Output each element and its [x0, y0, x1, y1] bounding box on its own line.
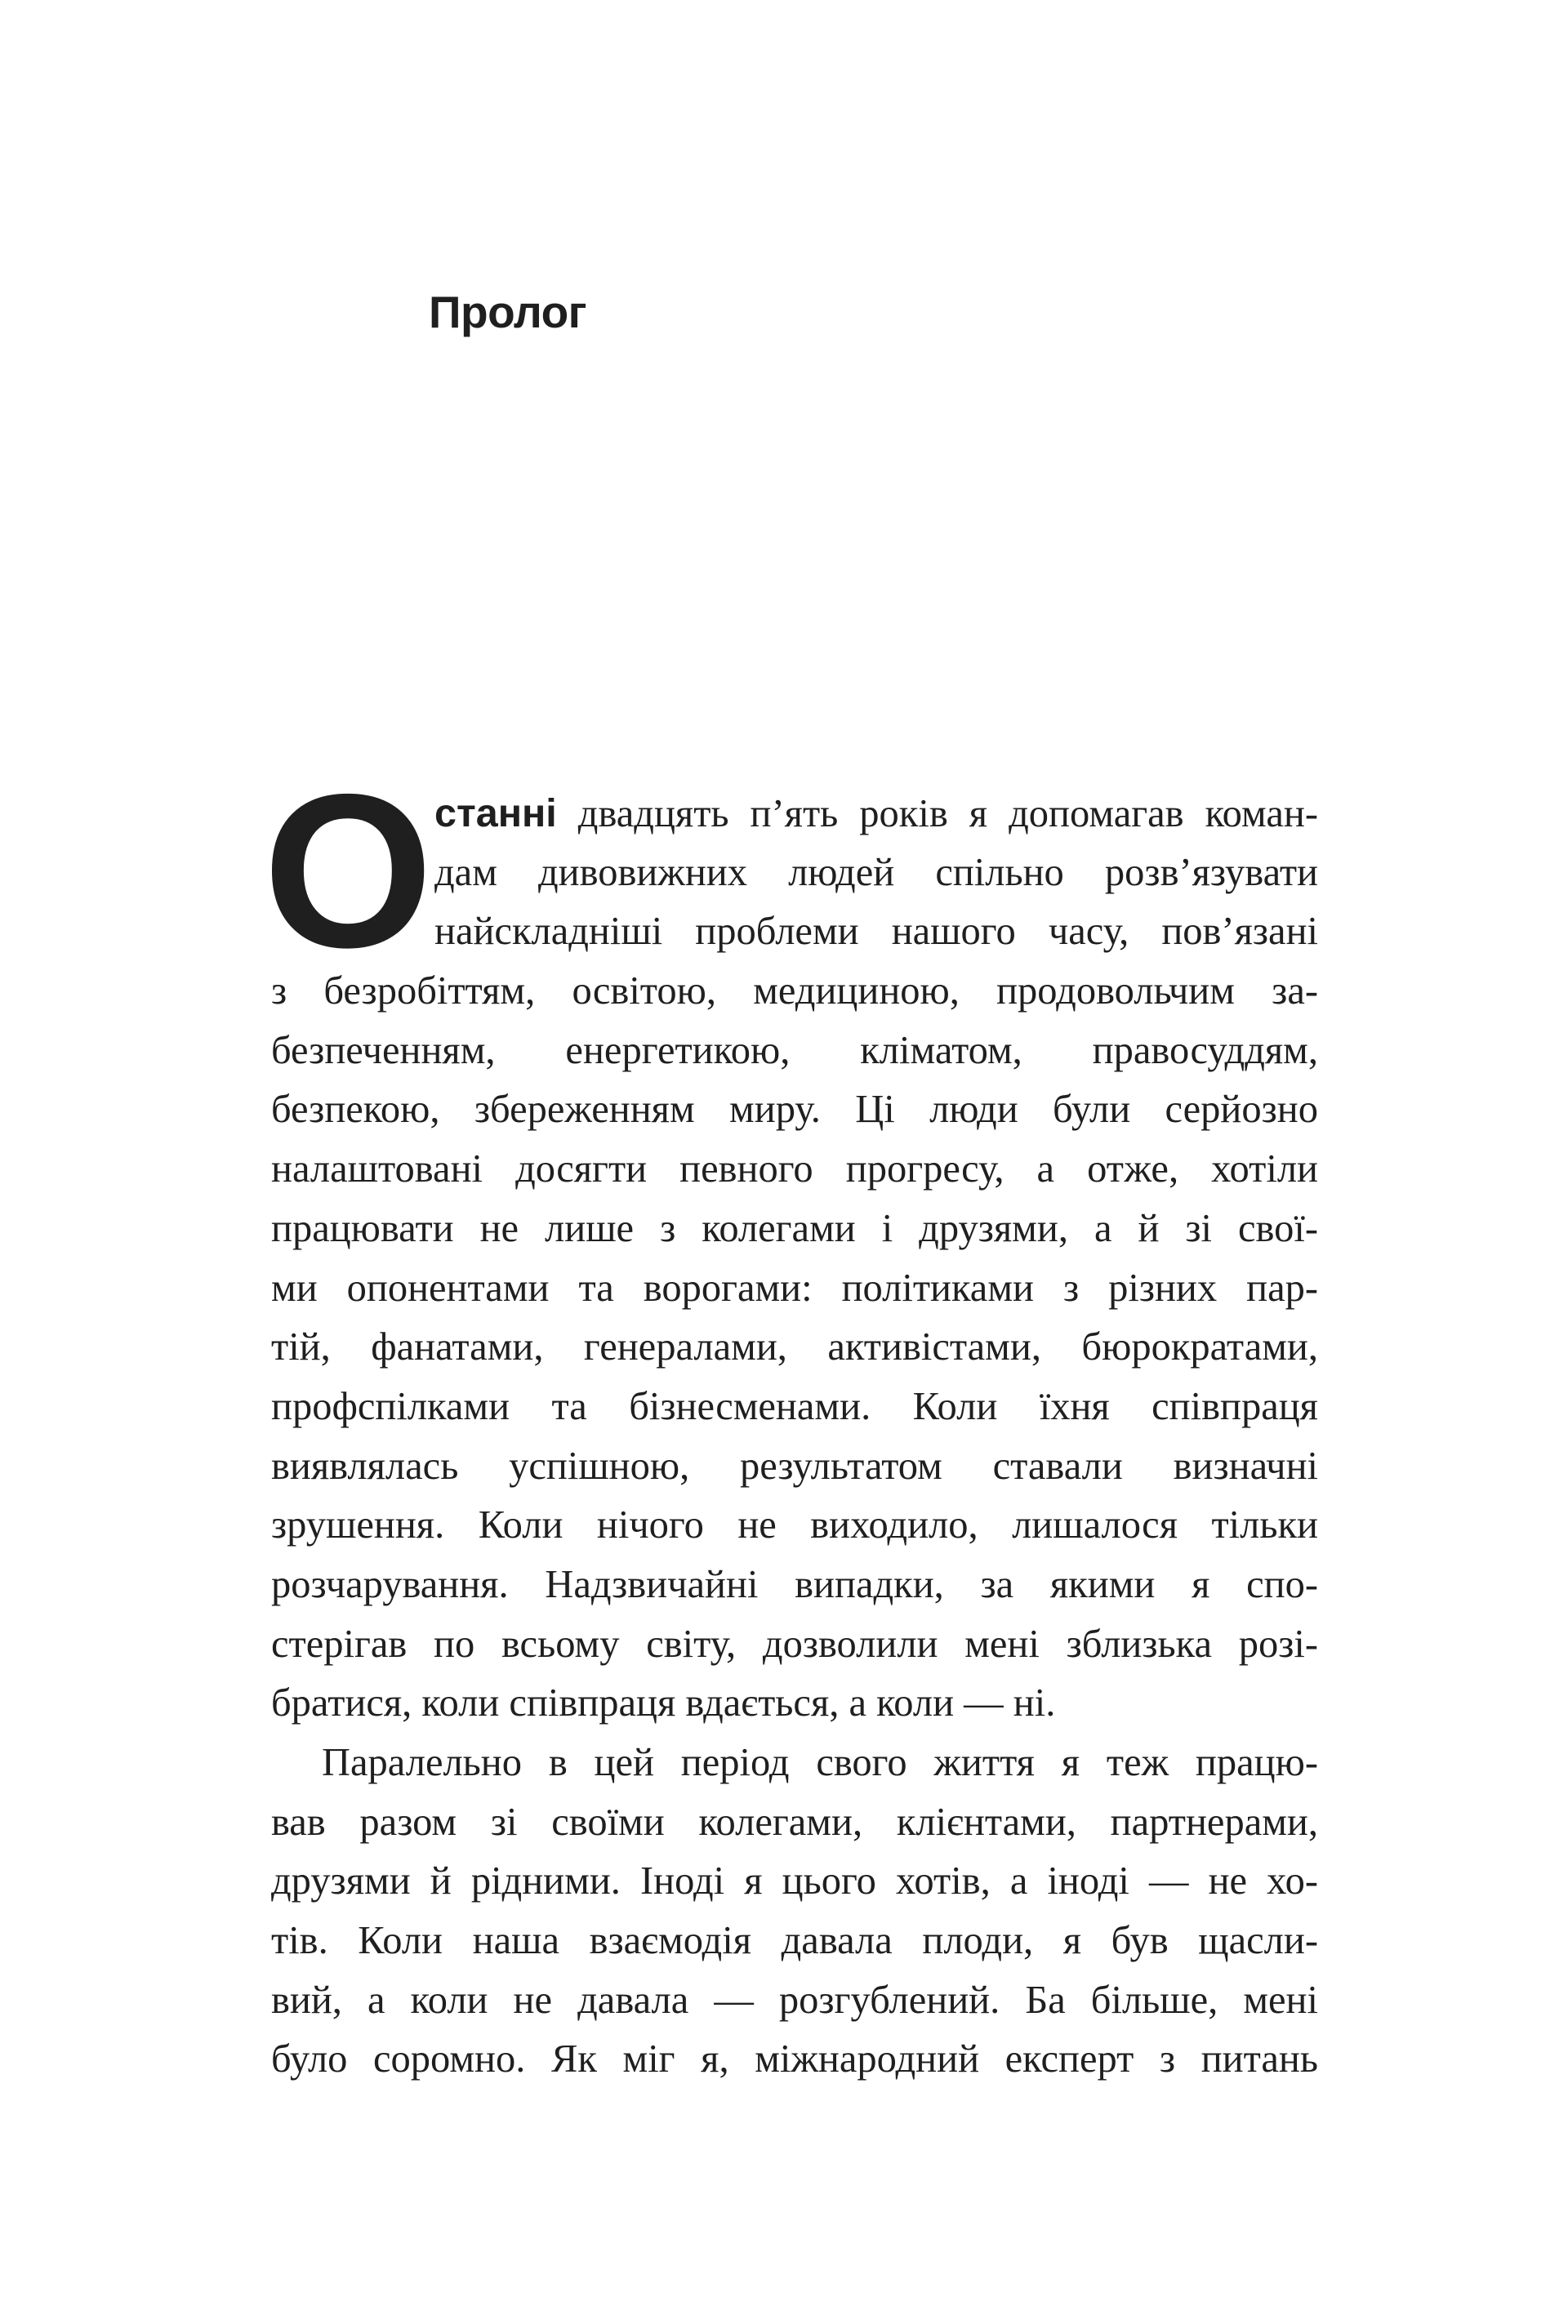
paragraph-1-line-16: братися, коли співпраця вдається, а коли — ні. — [271, 1681, 1056, 1725]
chapter-title: Пролог — [429, 287, 587, 337]
paragraph-1-line-14: розчарування. Надзвичайні випадки, за якими я спо- — [271, 1562, 1318, 1606]
paragraph-1-line-6: безпекою, збереженням миру. Ці люди були серйозно — [271, 1088, 1318, 1132]
paragraph-2-line-2: вав разом зі своїми колегами, клієнтами, партнерами, — [271, 1800, 1318, 1844]
paragraph-2-line-5: вий, а коли не давала — розгублений. Ба більше, мені — [271, 1978, 1318, 2022]
paragraph-1-line-9: ми опонентами та ворогами: політиками з різних пар- — [271, 1266, 1318, 1310]
lead-word: станні — [434, 791, 557, 835]
paragraph-1-line-12: виявлялась успішною, результатом ставали визначні — [271, 1444, 1318, 1488]
paragraph-1-line-13: зрушення. Коли нічого не виходило, лишалося тільки — [271, 1503, 1318, 1547]
paragraph-2-line-4: тів. Коли наша взаємодія давала плоди, я був щасли- — [271, 1919, 1318, 1963]
paragraph-1-line-4: з безробіттям, освітою, медициною, продовольчим за- — [271, 969, 1318, 1013]
paragraph-1-line-7: налаштовані досягти певного прогресу, а отже, хотіли — [271, 1147, 1318, 1191]
paragraph-2-line-1: Паралельно в цей період свого життя я теж працю- — [322, 1741, 1318, 1784]
paragraph-2-line-6: було соромно. Як міг я, міжнародний експерт з питань — [271, 2037, 1318, 2081]
drop-cap: О — [263, 748, 434, 993]
paragraph-1-line-8: працювати не лише з колегами і друзями, а й зі свої- — [271, 1206, 1318, 1250]
paragraph-1-line-3: найскладніші проблеми нашого часу, пов’язані — [434, 910, 1318, 954]
body-text — [263, 748, 1318, 2090]
paragraph-2-line-3: друзями й рідними. Іноді я цього хотів, а іноді — не хо- — [271, 1859, 1318, 1903]
paragraph-1-line-2: дам дивовижних людей спільно розв’язувати — [434, 850, 1318, 894]
paragraph-1-line-5: безпеченням, енергетикою, кліматом, правосуддям, — [271, 1028, 1318, 1072]
paragraph-1-line-15: стерігав по всьому світу, дозволили мені зблизька розі- — [271, 1622, 1318, 1666]
line-text: двадцять п’ять років я допомагав коман- — [556, 792, 1318, 835]
paragraph-1-line-10: тій, фанатами, генералами, активістами, бюрократами, — [271, 1325, 1318, 1369]
paragraph-1-line-11: профспілками та бізнесменами. Коли їхня співпраця — [271, 1384, 1318, 1428]
